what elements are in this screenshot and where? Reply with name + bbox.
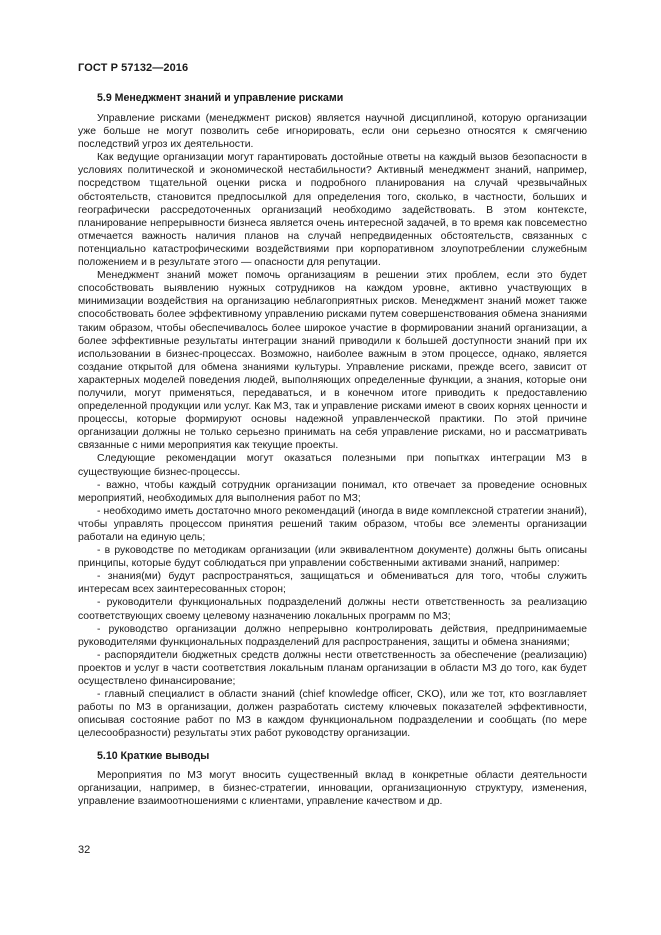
section-title-5-10: 5.10 Краткие выводы [97, 749, 210, 762]
list-item: - руководство организации должно непрерывно контролировать действия, предпринимаемые руководителями функциональных подразделений для распространения, защиты и обмена знаниями; [78, 623, 587, 648]
paragraph: Менеджмент знаний может помочь организациям в решении этих проблем, если это будет способствовать выявлению нужных сотрудников на каждом уровне, активно участвующих в минимизации воздействия на организацию неблагоприятных рисков. Менеджмент знаний может также способствовать более эффективному управлению рисками путем совершенствования обмена знаниями таким образом, чтобы обеспечивалось более широкое участие в формировании знаний организации, а более эффективные результаты интеграции знаний приводили к большей доступности знаний при их использовании в бизнес-процессах. Возможно, наиболее важным в этом процессе, однако, является создание открытой для обмена знаниями культуры. Управление рисками, прежде всего, зависит от характерных моделей поведения людей, выполняющих определенные функции, а знания, которые они получили, могут применяться, передаваться, и в конечном итоге приводить к предоставлению определенной продукции или услуг. Как МЗ, так и управление рисками имеют в своих корнях ценности и процессы, которые формируют основы надежной управленческой практики. По этой причине организации должны не только серьезно принимать на себя управление рисками, но и рассматривать связанные с ними мероприятия как текущие проекты. [78, 270, 587, 452]
list-item: - знания(ми) будут распространяться, защищаться и обмениваться для того, чтобы служить интересам всех заинтересованных сторон; [78, 571, 587, 596]
list-item: - распорядители бюджетных средств должны нести ответственность за обеспечение (реализацию) проектов и услуг в части соответствия локальным планам организации в области МЗ до того, как будет осуществлено финансирование; [78, 649, 587, 688]
list-item: - главный специалист в области знаний (chief knowledge officer, CKO), или же тот, кто возглавляет работы по МЗ в организации, должен разработать систему ключевых показателей эффективности, описывая состояние работ по МЗ в каждом функциональном подразделении и сообщать (по мере целесообразности) результаты этих работ руководству организации. [78, 689, 587, 740]
paragraph: Как ведущие организации могут гарантировать достойные ответы на каждый вызов безопасности в условиях политической и экономической нестабильности? Активный менеджмент знаний, например, посредством тщательной оценки риска и подробного планирования на случай чрезвычайных обстоятельств, становится предпосылкой для определения того, сколько, в частности, больших и географически рассредоточенных организаций необходимо задействовать. В этом контексте, планирование непрерывности бизнеса является очень интересной задачей, в то время как повсеместно отмечается важность наличия планов на случай непредвиденных обстоятельств, связанных с потенциально катастрофическими воздействиями при корпоративном злоупотреблении служебным положением и в результате этого — опасности для репутации. [78, 152, 587, 269]
list-item: - в руководстве по методикам организации (или эквивалентном документе) должны быть описаны принципы, которые будут соблюдаться при управлении собственными активами знаний, например: [78, 545, 587, 570]
document-header: ГОСТ Р 57132—2016 [78, 62, 189, 74]
section-body-5-9 [78, 112, 587, 741]
page-number: 32 [78, 844, 91, 856]
paragraph: Мероприятия по МЗ могут вносить существенный вклад в конкретные области деятельности организации, например, в бизнес-стратегии, инновации, организационную структуру, изменения, управление взаимоотношениями с клиентами, управление качеством и др. [78, 769, 587, 807]
list-item: - необходимо иметь достаточно много рекомендаций (иногда в виде комплексной стратегии знаний), чтобы управлять процессом принятия решений таким образом, чтобы все элементы организации работали на единую цель; [78, 505, 587, 543]
list-item: - важно, чтобы каждый сотрудник организации понимал, кто отвечает за проведение основных мероприятий, необходимых для выполнения работ по МЗ; [78, 479, 587, 504]
list-item: - руководители функциональных подразделений должны нести ответственность за реализацию соответствующих своему целевому назначению локальных программ по МЗ; [78, 597, 587, 622]
section-body-5-10 [78, 769, 587, 808]
section-title-5-9: 5.9 Менеджмент знаний и управление рисками [97, 92, 344, 104]
paragraph: Управление рисками (менеджмент рисков) является научной дисциплиной, которую организации уже больше не могут позволить себе игнорировать, если они серьезно относятся к смягчению последствий угроз их деятельности. [78, 113, 587, 151]
page-content [78, 91, 587, 808]
paragraph: Следующие рекомендации могут оказаться полезными при попытках интеграции МЗ в существующие бизнес-процессы. [78, 453, 587, 478]
